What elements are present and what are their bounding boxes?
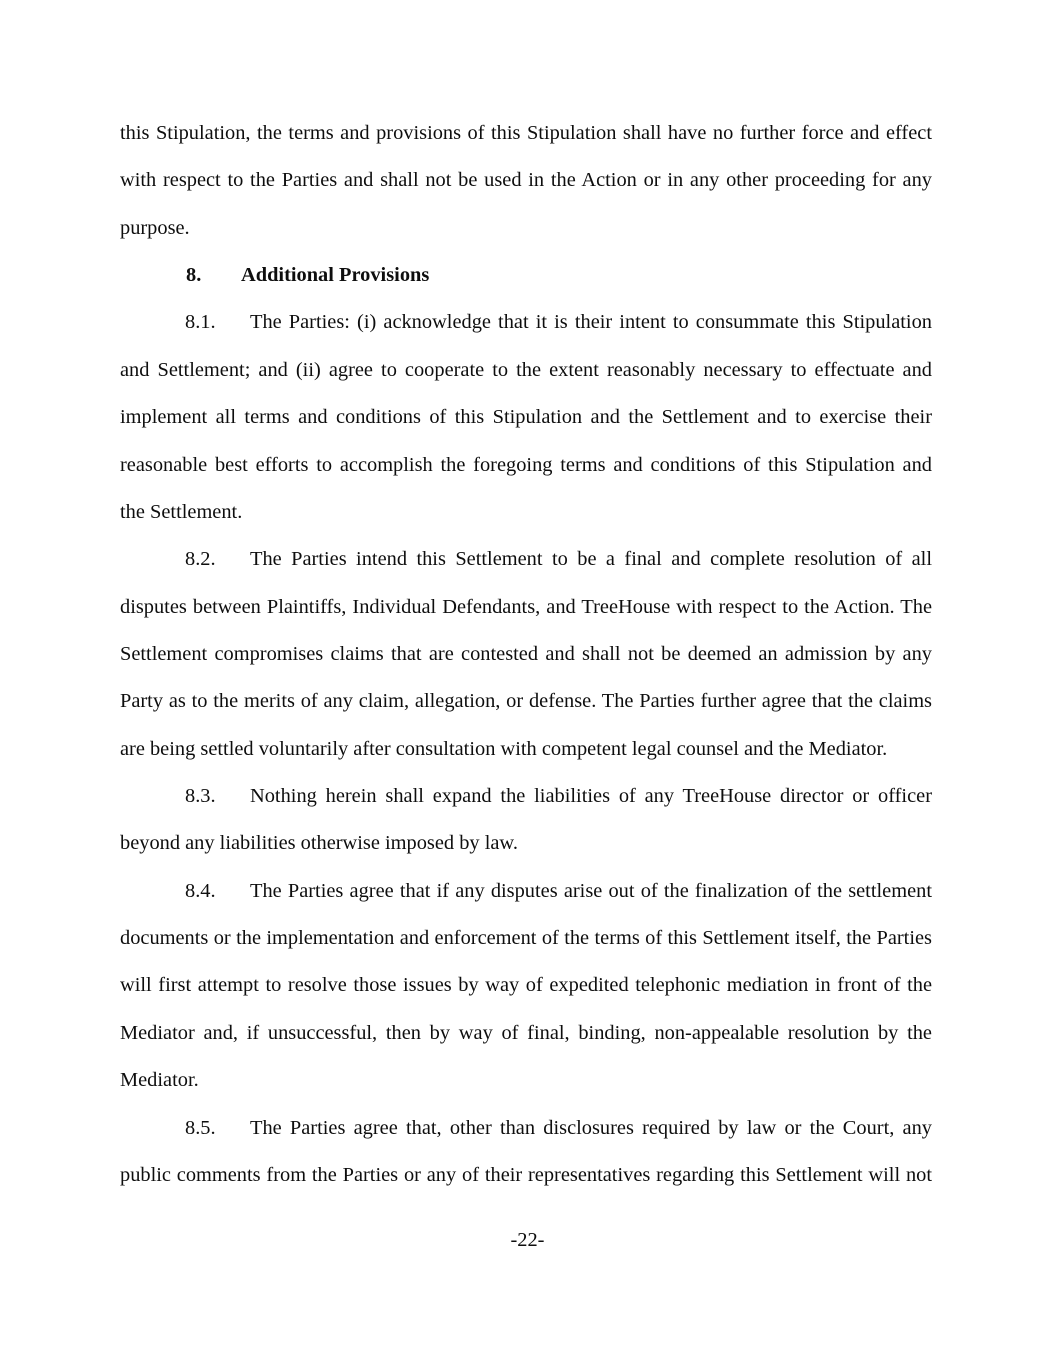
section-heading-number: 8. [186, 264, 202, 287]
text-line: this Stipulation, the terms and provisions of this Stipulation shall have no further force and effect [120, 122, 932, 144]
paragraph-8-1 [120, 299, 932, 536]
paragraph-number: 8.1. [185, 311, 216, 334]
text-line [120, 773, 932, 820]
text-line: beyond any liabilities otherwise imposed by law. [120, 832, 518, 855]
text-line: implement all terms and conditions of this Stipulation and the Settlement and to exercise their [120, 406, 932, 429]
section-heading-title: Additional Provisions [241, 264, 430, 287]
paragraph-8-2 [120, 536, 932, 773]
text-line: with respect to the Parties and shall not be used in the Action or in any other proceeding for any [120, 169, 932, 192]
text-line-content: Nothing herein shall expand the liabilities of any TreeHouse director or officer [250, 785, 932, 808]
text-line: purpose. [120, 216, 190, 239]
paragraph-number: 8.3. [185, 785, 216, 808]
text-line: public comments from the Parties or any of their representatives regarding this Settlement will not [120, 1163, 932, 1186]
text-line-content: The Parties intend this Settlement to be a final and complete resolution of all [250, 548, 932, 571]
paragraph-8-5 [120, 1105, 932, 1200]
text-line: reasonable best efforts to accomplish the foregoing terms and conditions of this Stipulation and [120, 453, 932, 476]
paragraph-number: 8.4. [185, 879, 216, 902]
text-line: Settlement compromises claims that are contested and shall not be deemed an admission by any [120, 642, 932, 665]
text-line: disputes between Plaintiffs, Individual Defendants, and TreeHouse with respect to the Action. The [120, 595, 932, 618]
paragraph-8-4 [120, 868, 932, 1105]
text-line-content: The Parties agree that if any disputes arise out of the finalization of the settlement [250, 879, 932, 902]
text-line: the Settlement. [120, 500, 243, 523]
text-line-content: The Parties: (i) acknowledge that it is their intent to consummate this Stipulation [250, 311, 932, 334]
text-line: documents or the implementation and enforcement of the terms of this Settlement itself, the Parties [120, 927, 932, 950]
text-line: will first attempt to resolve those issues by way of expedited telephonic mediation in front of the [120, 974, 932, 997]
text-line: Mediator and, if unsuccessful, then by way of final, binding, non-appealable resolution by the [120, 1021, 932, 1044]
paragraph-number: 8.5. [185, 1116, 216, 1139]
text-line: Party as to the merits of any claim, allegation, or defense. The Parties further agree that the claims [120, 690, 932, 713]
document-body [120, 110, 932, 1199]
text-line: and Settlement; and (ii) agree to cooperate to the extent reasonably necessary to effectuate and [120, 358, 932, 381]
section-heading [120, 252, 932, 299]
text-line [120, 868, 932, 915]
page-number: -22- [510, 1229, 545, 1251]
paragraph-8-3 [120, 773, 932, 868]
paragraph-continuation [120, 110, 932, 252]
paragraph-number: 8.2. [185, 548, 216, 571]
text-line [120, 299, 932, 346]
text-line [120, 1105, 932, 1152]
text-line: are being settled voluntarily after consultation with competent legal counsel and the Mediator. [120, 737, 888, 760]
text-line: Mediator. [120, 1069, 199, 1092]
text-line-content: The Parties agree that, other than disclosures required by law or the Court, any [250, 1116, 932, 1139]
text-line [120, 536, 932, 583]
